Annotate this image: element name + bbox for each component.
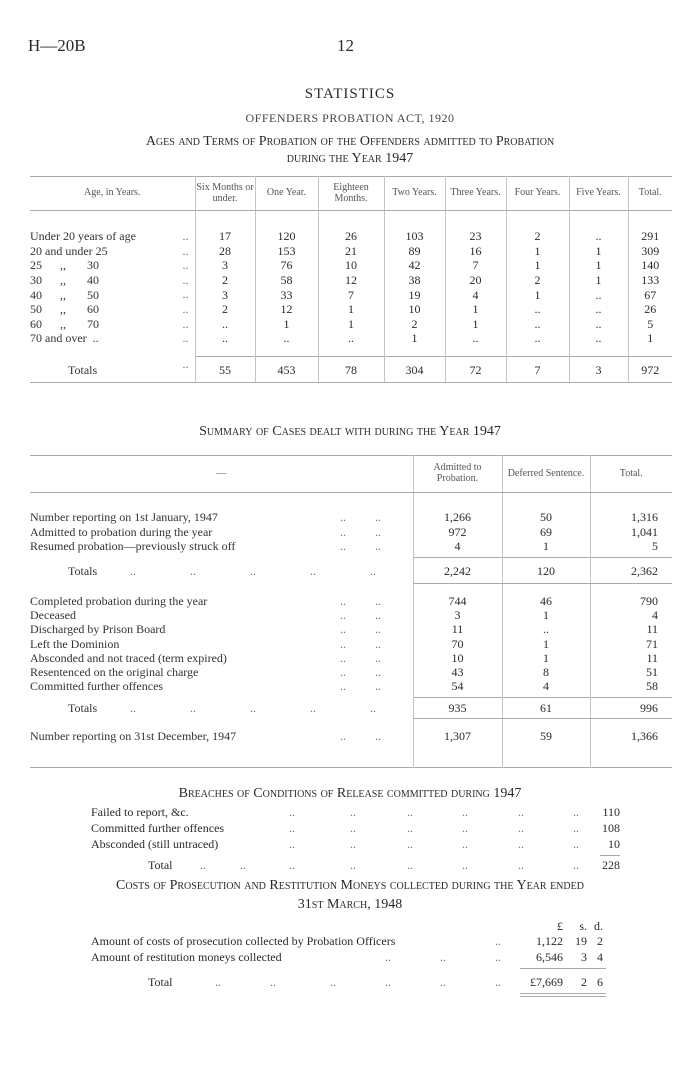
- cell-value: ..: [506, 302, 569, 317]
- leader-dots: ..: [250, 563, 256, 578]
- total-value: 78: [318, 357, 384, 383]
- table-row: [30, 679, 672, 693]
- item-label: Failed to report, &c.: [91, 805, 189, 819]
- cell-value: ..: [318, 331, 384, 346]
- cell-value: 1: [502, 636, 590, 650]
- cell-value: 2: [195, 302, 255, 317]
- age-label: 30 ,, 40: [30, 273, 99, 288]
- leader-dots: ..: [375, 510, 381, 525]
- unit-label: d.: [594, 919, 603, 933]
- row-label: Deceased: [30, 607, 76, 622]
- cell-value: 58: [255, 273, 318, 288]
- act-title: OFFENDERS PROBATION ACT, 1920: [245, 111, 455, 125]
- leader-dots: ..: [340, 622, 346, 637]
- leader-dots: ..: [440, 950, 446, 964]
- breaches-title: Breaches of Conditions of Release committed during 1947: [178, 786, 522, 801]
- document-reference: H—20B: [28, 36, 86, 55]
- cell-value: 790: [590, 594, 672, 608]
- table-row: [30, 331, 672, 346]
- cell-value: 1: [569, 258, 628, 273]
- leader-dots: ..: [462, 805, 468, 819]
- cell-value: 33: [255, 287, 318, 302]
- leader-dots: ..: [182, 331, 189, 346]
- cell-value: 3: [195, 258, 255, 273]
- table-row: [30, 510, 672, 525]
- column-header: Age, in Years.: [30, 176, 195, 210]
- ages-table-title: Ages and Terms of Probation of the Offenders admitted to Probation: [145, 134, 555, 149]
- cell-value: 16: [445, 244, 506, 259]
- leader-dots: ..: [573, 821, 579, 835]
- leader-dots: ..: [182, 229, 189, 243]
- cell-value: 1,266: [413, 510, 502, 525]
- cell-value: ..: [506, 331, 569, 346]
- cell-value: ..: [569, 302, 628, 317]
- column-header: One Year.: [255, 176, 318, 210]
- leader-dots: ..: [375, 539, 381, 554]
- cell-value: ..: [569, 331, 628, 346]
- table-row: [30, 244, 672, 259]
- cell-value: 103: [384, 229, 445, 244]
- row-label: Left the Dominion: [30, 636, 120, 651]
- leader-dots: ..: [407, 858, 413, 872]
- cell-value: 19: [384, 287, 445, 302]
- pence-value: 2: [597, 934, 603, 948]
- item-label: Absconded (still untraced): [91, 837, 219, 851]
- cell-value: 12: [255, 302, 318, 317]
- cell-value: 140: [628, 258, 672, 273]
- leader-dots: ..: [289, 858, 295, 872]
- leader-dots: ..: [385, 975, 391, 989]
- age-label: 70 and over ..: [30, 331, 99, 346]
- table-row: [30, 622, 672, 636]
- column-header: Total.: [628, 176, 672, 210]
- cell-value: 935: [413, 698, 502, 719]
- cell-value: 10: [413, 651, 502, 665]
- leader-dots: ..: [350, 837, 356, 851]
- row-label: Absconded and not traced (term expired): [30, 650, 227, 665]
- leader-dots: ..: [340, 593, 346, 608]
- leader-dots: ..: [340, 607, 346, 622]
- leader-dots: ..: [182, 356, 189, 371]
- cell-value: 1: [506, 244, 569, 259]
- age-label: 50 ,, 60: [30, 302, 99, 317]
- pence-value: 4: [597, 950, 603, 964]
- cell-value: 133: [628, 273, 672, 288]
- cell-value: 3: [413, 608, 502, 622]
- cell-value: 120: [502, 558, 590, 584]
- cell-value: ..: [195, 331, 255, 346]
- totals-label: Totals: [68, 362, 98, 377]
- cell-value: 291: [628, 229, 672, 244]
- cell-value: 309: [628, 244, 672, 259]
- leader-dots: ..: [289, 837, 295, 851]
- leader-dots: ..: [190, 563, 196, 578]
- cell-value: 59: [502, 719, 590, 753]
- leader-dots: ..: [495, 975, 501, 989]
- leader-dots: ..: [340, 524, 346, 539]
- cell-value: 11: [413, 622, 502, 636]
- table-row: [30, 229, 672, 244]
- age-label: 60 ,, 70: [30, 316, 99, 331]
- leader-dots: ..: [375, 650, 381, 665]
- row-label: Discharged by Prison Board: [30, 622, 166, 637]
- cell-value: ..: [255, 331, 318, 346]
- leader-dots: ..: [130, 563, 136, 578]
- age-label: 25 ,, 30: [30, 258, 99, 273]
- totals-row: [30, 558, 672, 584]
- cell-value: ..: [569, 317, 628, 332]
- cell-value: 2: [384, 317, 445, 332]
- cell-value: 2: [195, 273, 255, 288]
- cell-value: 1: [502, 608, 590, 622]
- pounds-value: £7,669: [530, 975, 563, 989]
- totals-label: Totals: [68, 563, 98, 578]
- item-value: 228: [602, 858, 620, 872]
- table-row: [30, 287, 672, 302]
- row-label: Committed further offences: [30, 679, 164, 694]
- cell-value: 1: [445, 317, 506, 332]
- cell-value: 70: [413, 636, 502, 650]
- cell-value: 69: [502, 525, 590, 540]
- cell-value: 51: [590, 665, 672, 679]
- row-label: Admitted to probation during the year: [30, 524, 213, 539]
- shillings-value: 3: [581, 950, 587, 964]
- column-header: Total.: [590, 455, 672, 492]
- cell-value: 26: [318, 229, 384, 244]
- cell-value: 120: [255, 229, 318, 244]
- table-row: [30, 636, 672, 650]
- cell-value: 1: [506, 258, 569, 273]
- total-value: 7: [506, 357, 569, 383]
- cell-value: 2: [506, 229, 569, 244]
- cell-value: 153: [255, 244, 318, 259]
- table-row: [30, 539, 672, 554]
- cell-value: 38: [384, 273, 445, 288]
- leader-dots: ..: [407, 837, 413, 851]
- leader-dots: ..: [518, 858, 524, 872]
- cell-value: 71: [590, 636, 672, 650]
- item-label: Amount of costs of prosecution collected by Probation Officers: [91, 934, 396, 948]
- column-header: Admitted to Probation.: [413, 455, 502, 492]
- leader-dots: ..: [182, 272, 189, 287]
- totals-row: [30, 357, 672, 383]
- cell-value: 1: [445, 302, 506, 317]
- cell-value: 3: [195, 287, 255, 302]
- cell-value: 4: [502, 679, 590, 693]
- leader-dots: ..: [407, 805, 413, 819]
- cell-value: 996: [590, 698, 672, 719]
- table-row: [30, 608, 672, 622]
- item-label: Committed further offences: [91, 821, 225, 835]
- cell-value: 5: [590, 539, 672, 554]
- cell-value: 1: [318, 302, 384, 317]
- cell-value: 1,316: [590, 510, 672, 525]
- leader-dots: ..: [270, 975, 276, 989]
- cell-value: 1: [318, 317, 384, 332]
- leader-dots: ..: [375, 524, 381, 539]
- leader-dots: ..: [518, 837, 524, 851]
- costs-title: Costs of Prosecution and Restitution Moneys collected during the Year ended: [116, 878, 584, 893]
- total-rule: [520, 968, 606, 969]
- leader-dots: ..: [330, 975, 336, 989]
- cell-value: 10: [384, 302, 445, 317]
- item-label: Amount of restitution moneys collected: [91, 950, 282, 964]
- list-item: [0, 837, 700, 853]
- cell-value: 23: [445, 229, 506, 244]
- cell-value: 17: [195, 229, 255, 244]
- leader-dots: ..: [350, 858, 356, 872]
- cell-value: 1,041: [590, 525, 672, 540]
- cell-value: 8: [502, 665, 590, 679]
- cell-value: 2,362: [590, 558, 672, 584]
- cell-value: 4: [413, 539, 502, 554]
- cell-value: 50: [502, 510, 590, 525]
- table-row: [30, 258, 672, 273]
- double-rule: [520, 993, 606, 994]
- leader-dots: ..: [215, 975, 221, 989]
- table-row: [30, 525, 672, 540]
- list-item: [0, 934, 700, 950]
- row-label: Resumed probation—previously struck off: [30, 539, 236, 554]
- cell-value: 744: [413, 594, 502, 608]
- pence-value: 6: [597, 975, 603, 989]
- leader-dots: ..: [340, 510, 346, 525]
- leader-dots: ..: [340, 665, 346, 680]
- leader-dots: ..: [385, 950, 391, 964]
- leader-dots: ..: [370, 563, 376, 578]
- leader-dots: ..: [182, 301, 189, 316]
- row-label: Number reporting on 1st January, 1947: [30, 510, 218, 525]
- column-header: Deferred Sentence.: [502, 455, 590, 492]
- totals-row: [30, 698, 672, 719]
- cell-value: ..: [502, 622, 590, 636]
- cell-value: 5: [628, 317, 672, 332]
- item-label: Total: [148, 858, 173, 872]
- row-label: Completed probation during the year: [30, 593, 208, 608]
- cell-value: 89: [384, 244, 445, 259]
- page-title: STATISTICS: [304, 86, 396, 102]
- cell-value: 4: [445, 287, 506, 302]
- leader-dots: ..: [495, 934, 501, 948]
- leader-dots: ..: [462, 858, 468, 872]
- cell-value: ..: [506, 317, 569, 332]
- leader-dots: ..: [289, 805, 295, 819]
- leader-dots: ..: [130, 701, 136, 716]
- leader-dots: ..: [340, 679, 346, 694]
- cell-value: 1: [384, 331, 445, 346]
- leader-dots: ..: [375, 728, 381, 743]
- leader-dots: ..: [375, 593, 381, 608]
- summary-table-header: [30, 455, 672, 492]
- cell-value: 21: [318, 244, 384, 259]
- leader-dots: ..: [375, 622, 381, 637]
- cell-value: 2,242: [413, 558, 502, 584]
- cell-value: 1: [502, 651, 590, 665]
- total-rule: [600, 855, 620, 856]
- leader-dots: ..: [350, 805, 356, 819]
- unit-label: s.: [579, 919, 587, 933]
- leader-dots: ..: [375, 679, 381, 694]
- cell-value: 1: [506, 287, 569, 302]
- item-value: 10: [608, 837, 620, 851]
- cell-value: 11: [590, 651, 672, 665]
- column-header: Three Years.: [445, 176, 506, 210]
- table-row: [30, 651, 672, 665]
- cell-value: 2: [506, 273, 569, 288]
- list-item: [0, 805, 700, 821]
- cell-value: 7: [445, 258, 506, 273]
- breaches-total-row: [0, 858, 700, 874]
- table-row: [30, 317, 672, 332]
- leader-dots: ..: [240, 858, 246, 872]
- currency-units: [0, 919, 700, 935]
- column-header: Eighteen Months.: [318, 176, 384, 210]
- age-label: Under 20 years of age: [30, 229, 136, 244]
- leader-dots: ..: [350, 821, 356, 835]
- column-header: Six Months or under.: [195, 176, 255, 210]
- leader-dots: ..: [310, 563, 316, 578]
- total-value: 55: [195, 357, 255, 383]
- cell-value: 1: [255, 317, 318, 332]
- leader-dots: ..: [518, 805, 524, 819]
- unit-label: £: [557, 919, 563, 933]
- leader-dots: ..: [310, 701, 316, 716]
- cell-value: 4: [590, 608, 672, 622]
- cell-value: ..: [569, 287, 628, 302]
- cell-value: 11: [590, 622, 672, 636]
- total-value: 304: [384, 357, 445, 383]
- cell-value: 61: [502, 698, 590, 719]
- table-row: [30, 665, 672, 679]
- column-header: —: [30, 455, 413, 492]
- cell-value: 7: [318, 287, 384, 302]
- leader-dots: ..: [182, 287, 189, 302]
- cell-value: 972: [413, 525, 502, 540]
- cell-value: 12: [318, 273, 384, 288]
- leader-dots: ..: [573, 805, 579, 819]
- leader-dots: ..: [250, 701, 256, 716]
- item-label: Total: [148, 975, 173, 989]
- summary-table: [30, 455, 672, 768]
- cell-value: 54: [413, 679, 502, 693]
- shillings-value: 19: [575, 934, 587, 948]
- cell-value: 46: [502, 594, 590, 608]
- table-row: [30, 719, 672, 753]
- cell-value: 43: [413, 665, 502, 679]
- leader-dots: ..: [182, 258, 189, 273]
- leader-dots: ..: [340, 539, 346, 554]
- column-header: Four Years.: [506, 176, 569, 210]
- cell-value: 1: [569, 273, 628, 288]
- cell-value: 1,366: [590, 719, 672, 753]
- pounds-value: 1,122: [536, 934, 563, 948]
- total-value: 972: [628, 357, 672, 383]
- leader-dots: ..: [440, 975, 446, 989]
- total-value: 453: [255, 357, 318, 383]
- cell-value: 20: [445, 273, 506, 288]
- leader-dots: ..: [340, 650, 346, 665]
- list-item: [0, 821, 700, 837]
- total-value: 72: [445, 357, 506, 383]
- leader-dots: ..: [462, 837, 468, 851]
- cell-value: 1,307: [413, 719, 502, 753]
- item-value: 108: [602, 821, 620, 835]
- leader-dots: ..: [407, 821, 413, 835]
- leader-dots: ..: [370, 701, 376, 716]
- leader-dots: ..: [340, 728, 346, 743]
- leader-dots: ..: [375, 607, 381, 622]
- cell-value: 1: [628, 331, 672, 346]
- cell-value: ..: [195, 317, 255, 332]
- cell-value: ..: [445, 331, 506, 346]
- leader-dots: ..: [200, 858, 206, 872]
- costs-subtitle: 31st March, 1948: [297, 897, 403, 912]
- cell-value: 58: [590, 679, 672, 693]
- cell-value: 28: [195, 244, 255, 259]
- leader-dots: ..: [573, 837, 579, 851]
- table-row: [30, 302, 672, 317]
- leader-dots: ..: [495, 950, 501, 964]
- item-value: 110: [602, 805, 620, 819]
- row-label: Number reporting on 31st December, 1947: [30, 728, 237, 743]
- column-header: Two Years.: [384, 176, 445, 210]
- row-label: Resentenced on the original charge: [30, 665, 199, 680]
- leader-dots: ..: [462, 821, 468, 835]
- ages-table: [30, 176, 672, 383]
- cell-value: 42: [384, 258, 445, 273]
- age-label: 20 and under 25: [30, 243, 108, 258]
- cell-value: 67: [628, 287, 672, 302]
- cell-value: 26: [628, 302, 672, 317]
- leader-dots: ..: [182, 316, 189, 331]
- cell-value: 1: [502, 539, 590, 554]
- shillings-value: 2: [581, 975, 587, 989]
- costs-total-row: [0, 975, 700, 991]
- totals-label: Totals: [68, 701, 98, 716]
- list-item: [0, 950, 700, 966]
- cell-value: ..: [569, 229, 628, 244]
- leader-dots: ..: [375, 636, 381, 651]
- age-label: 40 ,, 50: [30, 287, 99, 302]
- table-row: [30, 273, 672, 288]
- cell-value: 10: [318, 258, 384, 273]
- cell-value: 76: [255, 258, 318, 273]
- leader-dots: ..: [182, 243, 189, 258]
- leader-dots: ..: [518, 821, 524, 835]
- ages-table-header: [30, 176, 672, 210]
- column-header: Five Years.: [569, 176, 628, 210]
- summary-table-title: Summary of Cases dealt with during the Year 1947: [199, 424, 501, 439]
- table-row: [30, 594, 672, 608]
- leader-dots: ..: [375, 665, 381, 680]
- leader-dots: ..: [190, 701, 196, 716]
- leader-dots: ..: [289, 821, 295, 835]
- ages-table-subtitle: during the Year 1947: [286, 151, 414, 166]
- page-number: 12: [337, 36, 354, 55]
- total-value: 3: [569, 357, 628, 383]
- leader-dots: ..: [573, 858, 579, 872]
- leader-dots: ..: [340, 636, 346, 651]
- pounds-value: 6,546: [536, 950, 563, 964]
- cell-value: 1: [569, 244, 628, 259]
